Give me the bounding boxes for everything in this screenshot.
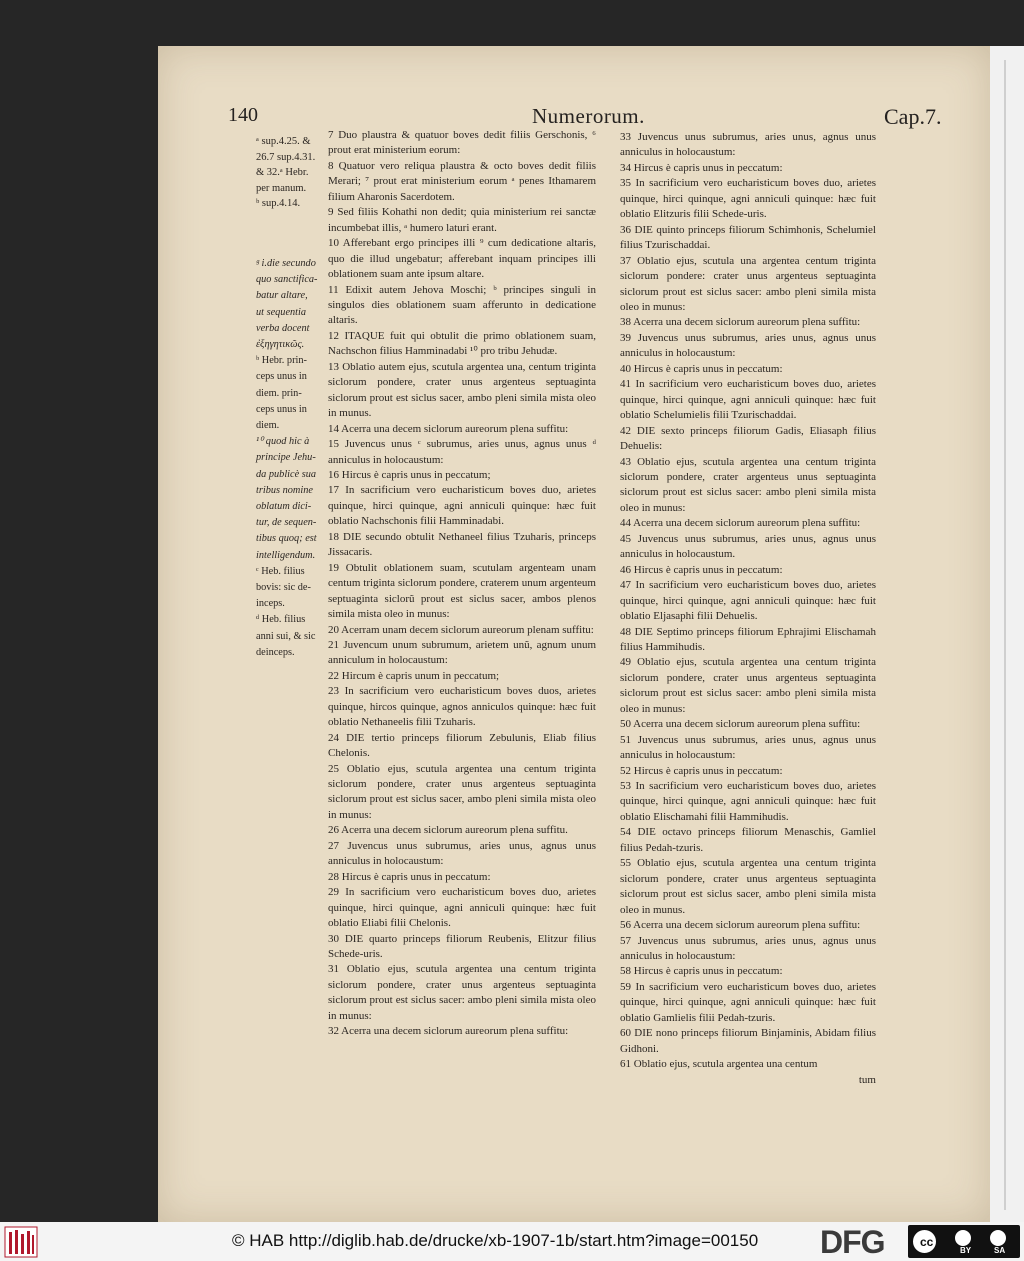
verse-paragraph: 8 Quatuor vero reliqua plaustra & octo boves dedit filiis Merari; ⁷ prout erat ministerium eorum ᵃ penes Ithamarem filium Aharonis Sacerdotem. — [328, 159, 596, 203]
catchword: tum — [858, 1073, 876, 1086]
sa-label: SA — [994, 1246, 1006, 1255]
margin-note-line: anni sui, & sic — [256, 630, 316, 642]
margin-notes-top — [256, 134, 328, 212]
margin-note-line: ᵇ sup.4.14. — [256, 198, 301, 210]
verse-paragraph: 42 DIE sexto princeps filiorum Gadis, Eliasaph filius Dehuelis: — [620, 424, 876, 453]
verse-paragraph: 40 Hircus è capris unus in peccatum: — [620, 362, 783, 375]
verse-paragraph: 26 Acerra una decem siclorum aureorum plena suffitu. — [328, 824, 568, 837]
margin-note-line: verba docent — [256, 322, 310, 334]
verse-paragraph: 23 In sacrificium vero eucharisticum boves duos, arietes quinque, hircos quinque, agnos anniculos quinque: hæc fuit oblatio Nethaneelis filii Tzuharis. — [328, 685, 596, 729]
margin-note-line: diem. — [256, 420, 280, 432]
margin-note-line: & 32.ᵃ Hebr. — [256, 167, 309, 179]
footer-bar — [0, 1222, 1024, 1261]
margin-note-line: bovis: sic de- — [256, 582, 311, 594]
margin-note-line: deinceps. — [256, 646, 295, 658]
verse-paragraph: 13 Oblatio autem ejus, scutula argentea una, centum triginta siclorum pondere, crater unus argenteus septuaginta siclorum prout est siclus sacer, ambo pleni simila mista oleo in munus. — [328, 360, 596, 420]
verse-paragraph: 27 Juvencus unus subrumus, aries unus, agnus unus anniculus in holocaustum: — [328, 839, 596, 868]
verse-paragraph: 46 Hircus è capris unus in peccatum: — [620, 563, 783, 576]
verse-paragraph: 29 In sacrificium vero eucharisticum boves duo, arietes quinque, hirci quinque, agni anniculi quinque: hæc fuit oblatio Eliabi filii Chelonis. — [328, 886, 596, 930]
verse-paragraph: 57 Juvencus unus subrumus, aries unus, agnus unus anniculus in holocaustum: — [620, 934, 876, 963]
margin-note-line: tibus quoq; est — [256, 533, 317, 545]
cc-license-badge[interactable] — [908, 1225, 1020, 1258]
verse-paragraph: 25 Oblatio ejus, scutula argentea una centum triginta siclorum pondere, crater unus argenteus septuaginta siclorum prout est siclus sacer, ambo pleni simila mista oleo in munus: — [328, 762, 596, 821]
verse-paragraph: 12 ITAQUE fuit qui obtulit die primo oblationem suam, Nachschon filius Hamminadabi ¹⁰ pro tribu Jehudæ. — [328, 329, 596, 358]
chapter-label: Cap.7. — [884, 104, 942, 129]
text-column-left — [328, 128, 596, 1040]
verse-paragraph: 22 Hircum è capris unum in peccatum; — [328, 669, 500, 682]
verse-paragraph: 17 In sacrificium vero eucharisticum boves duo, arietes quinque, hirci quinque, agni anniculi quinque: hæc fuit oblatio Nachschonis filii Hamminadabi. — [328, 484, 596, 528]
share-alike-icon — [988, 1228, 1008, 1248]
verse-paragraph: 21 Juvencum unum subrumum, arietem unũ, agnum unum anniculum in holocaustum: — [328, 638, 596, 667]
verse-paragraph: 61 Oblatio ejus, scutula argentea una centum — [620, 1058, 818, 1071]
page-number: 140 — [228, 104, 258, 126]
verse-paragraph: 60 DIE nono princeps filiorum Binjaminis, Abidam filius Gidhoni. — [620, 1027, 876, 1055]
verse-paragraph: 30 DIE quarto princeps filiorum Reubenis, Elitzur filius Schede-uris. — [328, 932, 596, 961]
margin-note-line: ᵃ sup.4.25. & — [256, 136, 311, 147]
verse-paragraph: 9 Sed filiis Kohathi non dedit; quia ministerium rei sanctæ incumbebat illis, ᵃ humero laturi erant. — [328, 206, 596, 234]
verse-paragraph: 35 In sacrificium vero eucharisticum boves duo, arietes quinque, hirci quinque, agni anniculi quinque: hæc fuit oblatio Elitzuris filii Schede-uris. — [620, 177, 876, 221]
margin-note-line: batur altare, — [256, 290, 308, 302]
by-label: BY — [960, 1246, 972, 1255]
margin-note-line: ¹⁰ quod hic à — [256, 436, 310, 448]
verse-paragraph: 15 Juvencus unus ᶜ subrumus, aries unus, agnus unus ᵈ anniculus in holocaustum: — [328, 438, 596, 466]
running-title: Numerorum. — [532, 104, 645, 128]
margin-note-line: ἐξηγητικῶς. — [256, 339, 305, 351]
verse-paragraph: 41 In sacrificium vero eucharisticum boves duo, arietes quinque, hirci quinque, agni anniculi quinque: hæc fuit oblatio Schelumielis filii Tzurischaddai. — [620, 378, 876, 422]
margin-note-line: tribus nomine — [256, 484, 313, 496]
verse-paragraph: 33 Juvencus unus subrumus, aries unus, agnus unus anniculus in holocaustum: — [620, 131, 876, 159]
margin-note-line: ᵇ Hebr. prin- — [256, 355, 307, 367]
margin-note-line: diem. prin- — [256, 387, 302, 399]
margin-note-line: ceps unus in — [256, 403, 307, 415]
margin-note-line: oblatum dici- — [256, 501, 312, 513]
source-link[interactable]: © HAB http://diglib.hab.de/drucke/xb-1907-1b/start.htm?image=00150 — [232, 1231, 759, 1250]
verse-paragraph: 51 Juvencus unus subrumus, aries unus, agnus unus anniculus in holocaustum: — [620, 733, 876, 762]
text-column-right — [620, 130, 876, 1088]
verse-paragraph: 49 Oblatio ejus, scutula argentea una centum triginta siclorum pondere, crater unus argenteus septuaginta siclorum prout est siclus sacer: ambo pleni simila mista oleo in munus: — [620, 656, 876, 715]
verse-paragraph: 24 DIE tertio princeps filiorum Zebulunis, Eliab filius Chelonis. — [328, 731, 596, 760]
margin-note-line: ᵈ Heb. filius — [256, 614, 306, 626]
margin-note-line: ᵍ i.die secundo — [256, 258, 316, 269]
verse-paragraph: 20 Acerram unam decem siclorum aureorum plenam suffitu: — [328, 623, 594, 636]
verse-paragraph: 11 Edixit autem Jehova Moschi; ᵇ principes singuli in singulos dies oblationem suam afferunto in dedicatione altaris. — [328, 283, 596, 327]
verse-paragraph: 37 Oblatio ejus, scutula una argentea centum triginta siclorum pondere: crater unus argenteus septuaginta siclorum prout est siclus sacer: ambo pleni simila mista oleo in munus: — [620, 254, 876, 313]
margin-note-line: quo sanctifica- — [256, 274, 318, 286]
margin-note-line: da publicè sua — [256, 468, 317, 480]
verse-paragraph: 45 Juvencus unus subrumus, aries unus, agnus unus anniculus in holocaustum. — [620, 532, 876, 561]
verse-paragraph: 28 Hircus è capris unus in peccatum: — [328, 870, 491, 883]
verse-paragraph: 54 DIE octavo princeps filiorum Menaschis, Gamliel filius Pedah-tzuris. — [620, 826, 876, 854]
verse-paragraph: 19 Obtulit oblationem suam, scutulam argenteam unam centum triginta siclorum pondere, craterem unum argenteum septuaginta siclorũ prout est siclus sacer, ambos plenos simila mista oleo in munus: — [328, 561, 596, 621]
verse-paragraph: 14 Acerra una decem siclorum aureorum plena suffitu: — [328, 422, 569, 435]
margin-note-line: 26.7 sup.4.31. — [256, 151, 316, 163]
verse-paragraph: 50 Acerra una decem siclorum aureorum plena suffitu: — [620, 718, 861, 731]
dfg-logo: DFG — [820, 1224, 885, 1260]
verse-paragraph: 44 Acerra una decem siclorum aureorum plena suffitu: — [620, 517, 861, 530]
verse-paragraph: 7 Duo plaustra & quatuor boves dedit filiis Gerschonis, ⁶ prout erat ministerium eorum: — [328, 129, 596, 157]
verse-paragraph: 53 In sacrificium vero eucharisticum boves duo, arietes quinque, hirci quinque, agni anniculi quinque: hæc fuit oblatio Elischamahi filii Hammihudis. — [620, 780, 876, 823]
verse-paragraph: 55 Oblatio ejus, scutula argentea una centum triginta siclorum pondere, crater unus argenteus septuaginta siclorum prout est siclus sacer, ambo pleni simila mista oleo in munus. — [620, 857, 876, 916]
verse-paragraph: 47 In sacrificium vero eucharisticum boves duo, arietes quinque, hirci quinque, agni anniculi quinque: hæc fuit oblatio Eljasaphi filii Dehuelis. — [620, 579, 876, 623]
verse-paragraph: 56 Acerra una decem siclorum aureorum plena suffitu: — [620, 919, 861, 932]
cc-icon — [911, 1228, 938, 1255]
verse-paragraph: 48 DIE Septimo princeps filiorum Ephrajimi Elischamah filius Hammihudis. — [620, 625, 876, 653]
margin-note-line: principe Jehu- — [256, 452, 316, 464]
page-edge — [990, 46, 1024, 1222]
cc-label: cc — [920, 1235, 934, 1249]
verse-paragraph: 32 Acerra una decem siclorum aureorum plena suffitu: — [328, 1025, 569, 1038]
verse-paragraph: 59 In sacrificium vero eucharisticum boves duo, arietes quinque, hirci quinque, agni anniculi quinque: hæc fuit oblatio Gamlielis filii Pedah-tzuris. — [620, 980, 876, 1024]
verse-paragraph: 34 Hircus è capris unus in peccatum: — [620, 161, 783, 174]
verse-paragraph: 58 Hircus è capris unus in peccatum: — [620, 965, 783, 978]
verse-paragraph: 10 Afferebant ergo principes illi ⁹ cum dedicatione altaris, quo die illud ungebatur; afferebant inquam principes illi oblationem suam ante ipsum altare. — [328, 237, 596, 281]
verse-paragraph: 18 DIE secundo obtulit Nethaneel filius Tzuharis, princeps Jissacaris. — [328, 530, 596, 559]
margin-note-line: ᶜ Heb. filius — [256, 565, 305, 577]
margin-note-line: intelligendum. — [256, 549, 316, 561]
margin-notes-bottom — [256, 256, 328, 661]
verse-paragraph: 36 DIE quinto princeps filiorum Schimhonis, Schelumiel filius Tzurischaddai. — [620, 223, 876, 252]
margin-note-line: inceps. — [256, 598, 285, 610]
by-attribution-icon — [953, 1228, 973, 1248]
verse-paragraph: 43 Oblatio ejus, scutula argentea una centum triginta siclorum pondere, crater argenteus unus septuaginta siclorum prout est siclus sacer: ambo pleni simila mista oleo in munus: — [620, 455, 876, 514]
verse-paragraph: 39 Juvencus unus subrumus, aries unus, agnus unus anniculus in holocaustum: — [620, 331, 876, 360]
margin-note-line: ut sequentia — [256, 306, 307, 318]
margin-note-line: tur, de sequen- — [256, 517, 317, 529]
page-edge-line — [1004, 60, 1006, 1210]
margin-note-line: per manum. — [256, 182, 307, 194]
verse-paragraph: 38 Acerra una decem siclorum aureorum plena suffitu: — [620, 316, 861, 329]
verse-paragraph: 16 Hircus è capris unus in peccatum; — [328, 468, 491, 481]
verse-paragraph: 31 Oblatio ejus, scutula argentea una centum triginta siclorum pondere, crater unus argenteus septuaginta siclorum prout est siclus sacer: ambo pleni simila mista oleo in munus: — [328, 963, 596, 1022]
margin-note-line: ceps unus in — [256, 371, 307, 383]
verse-paragraph: 52 Hircus è capris unus in peccatum: — [620, 764, 783, 777]
hab-logo-icon — [4, 1226, 38, 1258]
